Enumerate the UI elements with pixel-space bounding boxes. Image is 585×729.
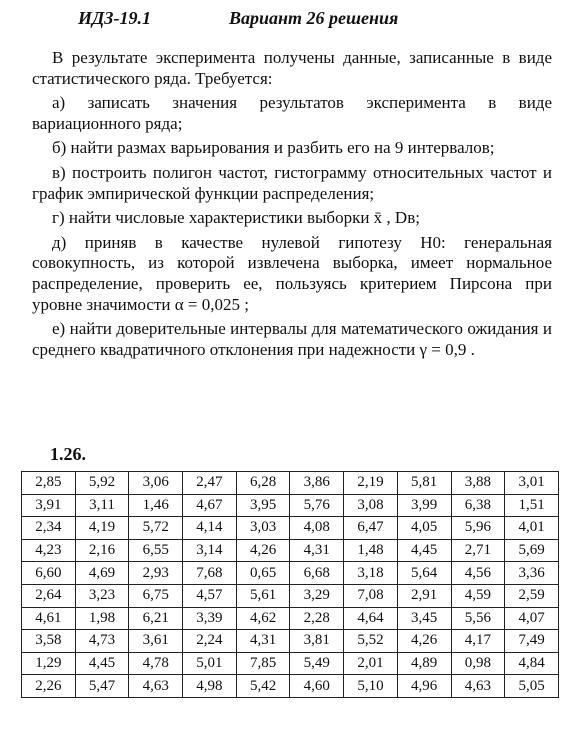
table-row xyxy=(22,517,559,540)
table-cell: 3,91 xyxy=(22,494,76,517)
table-row xyxy=(22,494,559,517)
table-cell: 5,64 xyxy=(397,562,451,585)
table-cell: 0,65 xyxy=(236,562,290,585)
table-cell: 7,08 xyxy=(344,584,398,607)
table-cell: 4,63 xyxy=(129,675,183,698)
page-header xyxy=(0,8,585,32)
table-cell: 3,29 xyxy=(290,584,344,607)
table-cell: 3,36 xyxy=(505,562,559,585)
table-cell: 4,59 xyxy=(451,584,505,607)
table-cell: 4,62 xyxy=(236,607,290,630)
table-cell: 4,64 xyxy=(344,607,398,630)
table-cell: 2,24 xyxy=(183,630,237,653)
table-cell: 4,45 xyxy=(397,539,451,562)
table-cell: 6,75 xyxy=(129,584,183,607)
table-cell: 4,89 xyxy=(397,652,451,675)
table-cell: 3,08 xyxy=(344,494,398,517)
table-cell: 3,39 xyxy=(183,607,237,630)
table-cell: 3,23 xyxy=(75,584,129,607)
table-cell: 4,05 xyxy=(397,517,451,540)
table-cell: 4,07 xyxy=(505,607,559,630)
data-table xyxy=(21,471,559,698)
table-cell: 3,58 xyxy=(22,630,76,653)
table-cell: 4,26 xyxy=(397,630,451,653)
table-cell: 4,63 xyxy=(451,675,505,698)
table-cell: 2,01 xyxy=(344,652,398,675)
table-cell: 3,45 xyxy=(397,607,451,630)
table-cell: 6,21 xyxy=(129,607,183,630)
table-cell: 5,10 xyxy=(344,675,398,698)
table-cell: 7,68 xyxy=(183,562,237,585)
table-cell: 3,95 xyxy=(236,494,290,517)
table-cell: 2,28 xyxy=(290,607,344,630)
table-cell: 4,78 xyxy=(129,652,183,675)
intro-paragraph: В результате эксперимента получены данные, записанные в виде статистического ряда. Требуется: xyxy=(32,48,552,88)
table-cell: 4,67 xyxy=(183,494,237,517)
table-cell: 5,92 xyxy=(75,472,129,495)
table-cell: 2,59 xyxy=(505,584,559,607)
table-cell: 6,47 xyxy=(344,517,398,540)
table-cell: 6,55 xyxy=(129,539,183,562)
table-cell: 5,05 xyxy=(505,675,559,698)
table-cell: 5,01 xyxy=(183,652,237,675)
table-cell: 5,52 xyxy=(344,630,398,653)
table-cell: 1,51 xyxy=(505,494,559,517)
table-cell: 2,16 xyxy=(75,539,129,562)
table-cell: 3,11 xyxy=(75,494,129,517)
table-cell: 7,49 xyxy=(505,630,559,653)
table-cell: 5,47 xyxy=(75,675,129,698)
table-cell: 2,19 xyxy=(344,472,398,495)
problem-number: 1.26. xyxy=(50,444,86,464)
item-c: в) построить полигон частот, гистограмму относительных частот и график эмпирической функции распределения; xyxy=(32,162,552,203)
table-row xyxy=(22,652,559,675)
table-cell: 3,81 xyxy=(290,630,344,653)
table-cell: 4,31 xyxy=(290,539,344,562)
table-cell: 3,18 xyxy=(344,562,398,585)
table-cell: 5,96 xyxy=(451,517,505,540)
table-cell: 4,73 xyxy=(75,630,129,653)
table-row xyxy=(22,607,559,630)
table-cell: 4,45 xyxy=(75,652,129,675)
table-cell: 4,01 xyxy=(505,517,559,540)
table-cell: 5,81 xyxy=(397,472,451,495)
table-cell: 7,85 xyxy=(236,652,290,675)
table-cell: 0,98 xyxy=(451,652,505,675)
table-cell: 4,60 xyxy=(290,675,344,698)
table-cell: 6,38 xyxy=(451,494,505,517)
table-cell: 4,69 xyxy=(75,562,129,585)
item-f: е) найти доверительные интервалы для математического ожидания и среднего квадратичного отклонения при надежности γ = 0,9 . xyxy=(32,319,552,359)
item-e: д) приняв в качестве нулевой гипотезу H0: генеральная совокупность, из которой извлечена выборка, имеет нормальное распределение, проверить ее, пользуясь критерием Пирсона при уровне значимости α = 0,025 ; xyxy=(32,232,552,314)
variant-title: Вариант 26 решения xyxy=(229,8,399,28)
table-cell: 4,14 xyxy=(183,517,237,540)
table-cell: 4,08 xyxy=(290,517,344,540)
table-cell: 1,46 xyxy=(129,494,183,517)
table-cell: 4,26 xyxy=(236,539,290,562)
table-cell: 5,76 xyxy=(290,494,344,517)
item-d: г) найти числовые характеристики выборки x̄ , Dв; xyxy=(52,208,420,228)
table-row xyxy=(22,584,559,607)
table-cell: 2,93 xyxy=(129,562,183,585)
table-row xyxy=(22,472,559,495)
table-cell: 2,85 xyxy=(22,472,76,495)
table-row xyxy=(22,630,559,653)
table-cell: 3,14 xyxy=(183,539,237,562)
table-cell: 1,98 xyxy=(75,607,129,630)
table-cell: 3,86 xyxy=(290,472,344,495)
table-row xyxy=(22,562,559,585)
table-cell: 1,29 xyxy=(22,652,76,675)
task-text xyxy=(32,48,552,364)
table-cell: 4,98 xyxy=(183,675,237,698)
table-cell: 6,60 xyxy=(22,562,76,585)
table-cell: 3,03 xyxy=(236,517,290,540)
table-cell: 1,48 xyxy=(344,539,398,562)
table-cell: 5,56 xyxy=(451,607,505,630)
table-cell: 4,56 xyxy=(451,562,505,585)
table-cell: 3,06 xyxy=(129,472,183,495)
table-cell: 5,61 xyxy=(236,584,290,607)
table-cell: 4,84 xyxy=(505,652,559,675)
table-cell: 4,23 xyxy=(22,539,76,562)
item-b: б) найти размах варьирования и разбить его на 9 интервалов; xyxy=(52,138,495,158)
table-cell: 2,71 xyxy=(451,539,505,562)
table-cell: 4,19 xyxy=(75,517,129,540)
table-cell: 2,34 xyxy=(22,517,76,540)
table-cell: 5,72 xyxy=(129,517,183,540)
table-cell: 3,01 xyxy=(505,472,559,495)
table-cell: 2,91 xyxy=(397,584,451,607)
table-cell: 2,47 xyxy=(183,472,237,495)
table-cell: 4,17 xyxy=(451,630,505,653)
table-cell: 5,69 xyxy=(505,539,559,562)
table-cell: 2,64 xyxy=(22,584,76,607)
table-row xyxy=(22,675,559,698)
table-cell: 3,99 xyxy=(397,494,451,517)
table-cell: 6,28 xyxy=(236,472,290,495)
assignment-id: ИДЗ-19.1 xyxy=(78,8,151,28)
table-cell: 5,42 xyxy=(236,675,290,698)
table-cell: 4,96 xyxy=(397,675,451,698)
table-cell: 4,61 xyxy=(22,607,76,630)
item-a: а) записать значения результатов эксперимента в виде вариационного ряда; xyxy=(32,93,552,133)
table-cell: 4,31 xyxy=(236,630,290,653)
table-cell: 6,68 xyxy=(290,562,344,585)
table-cell: 3,88 xyxy=(451,472,505,495)
table-cell: 4,57 xyxy=(183,584,237,607)
table-row xyxy=(22,539,559,562)
table-cell: 5,49 xyxy=(290,652,344,675)
table-cell: 2,26 xyxy=(22,675,76,698)
table-cell: 3,61 xyxy=(129,630,183,653)
